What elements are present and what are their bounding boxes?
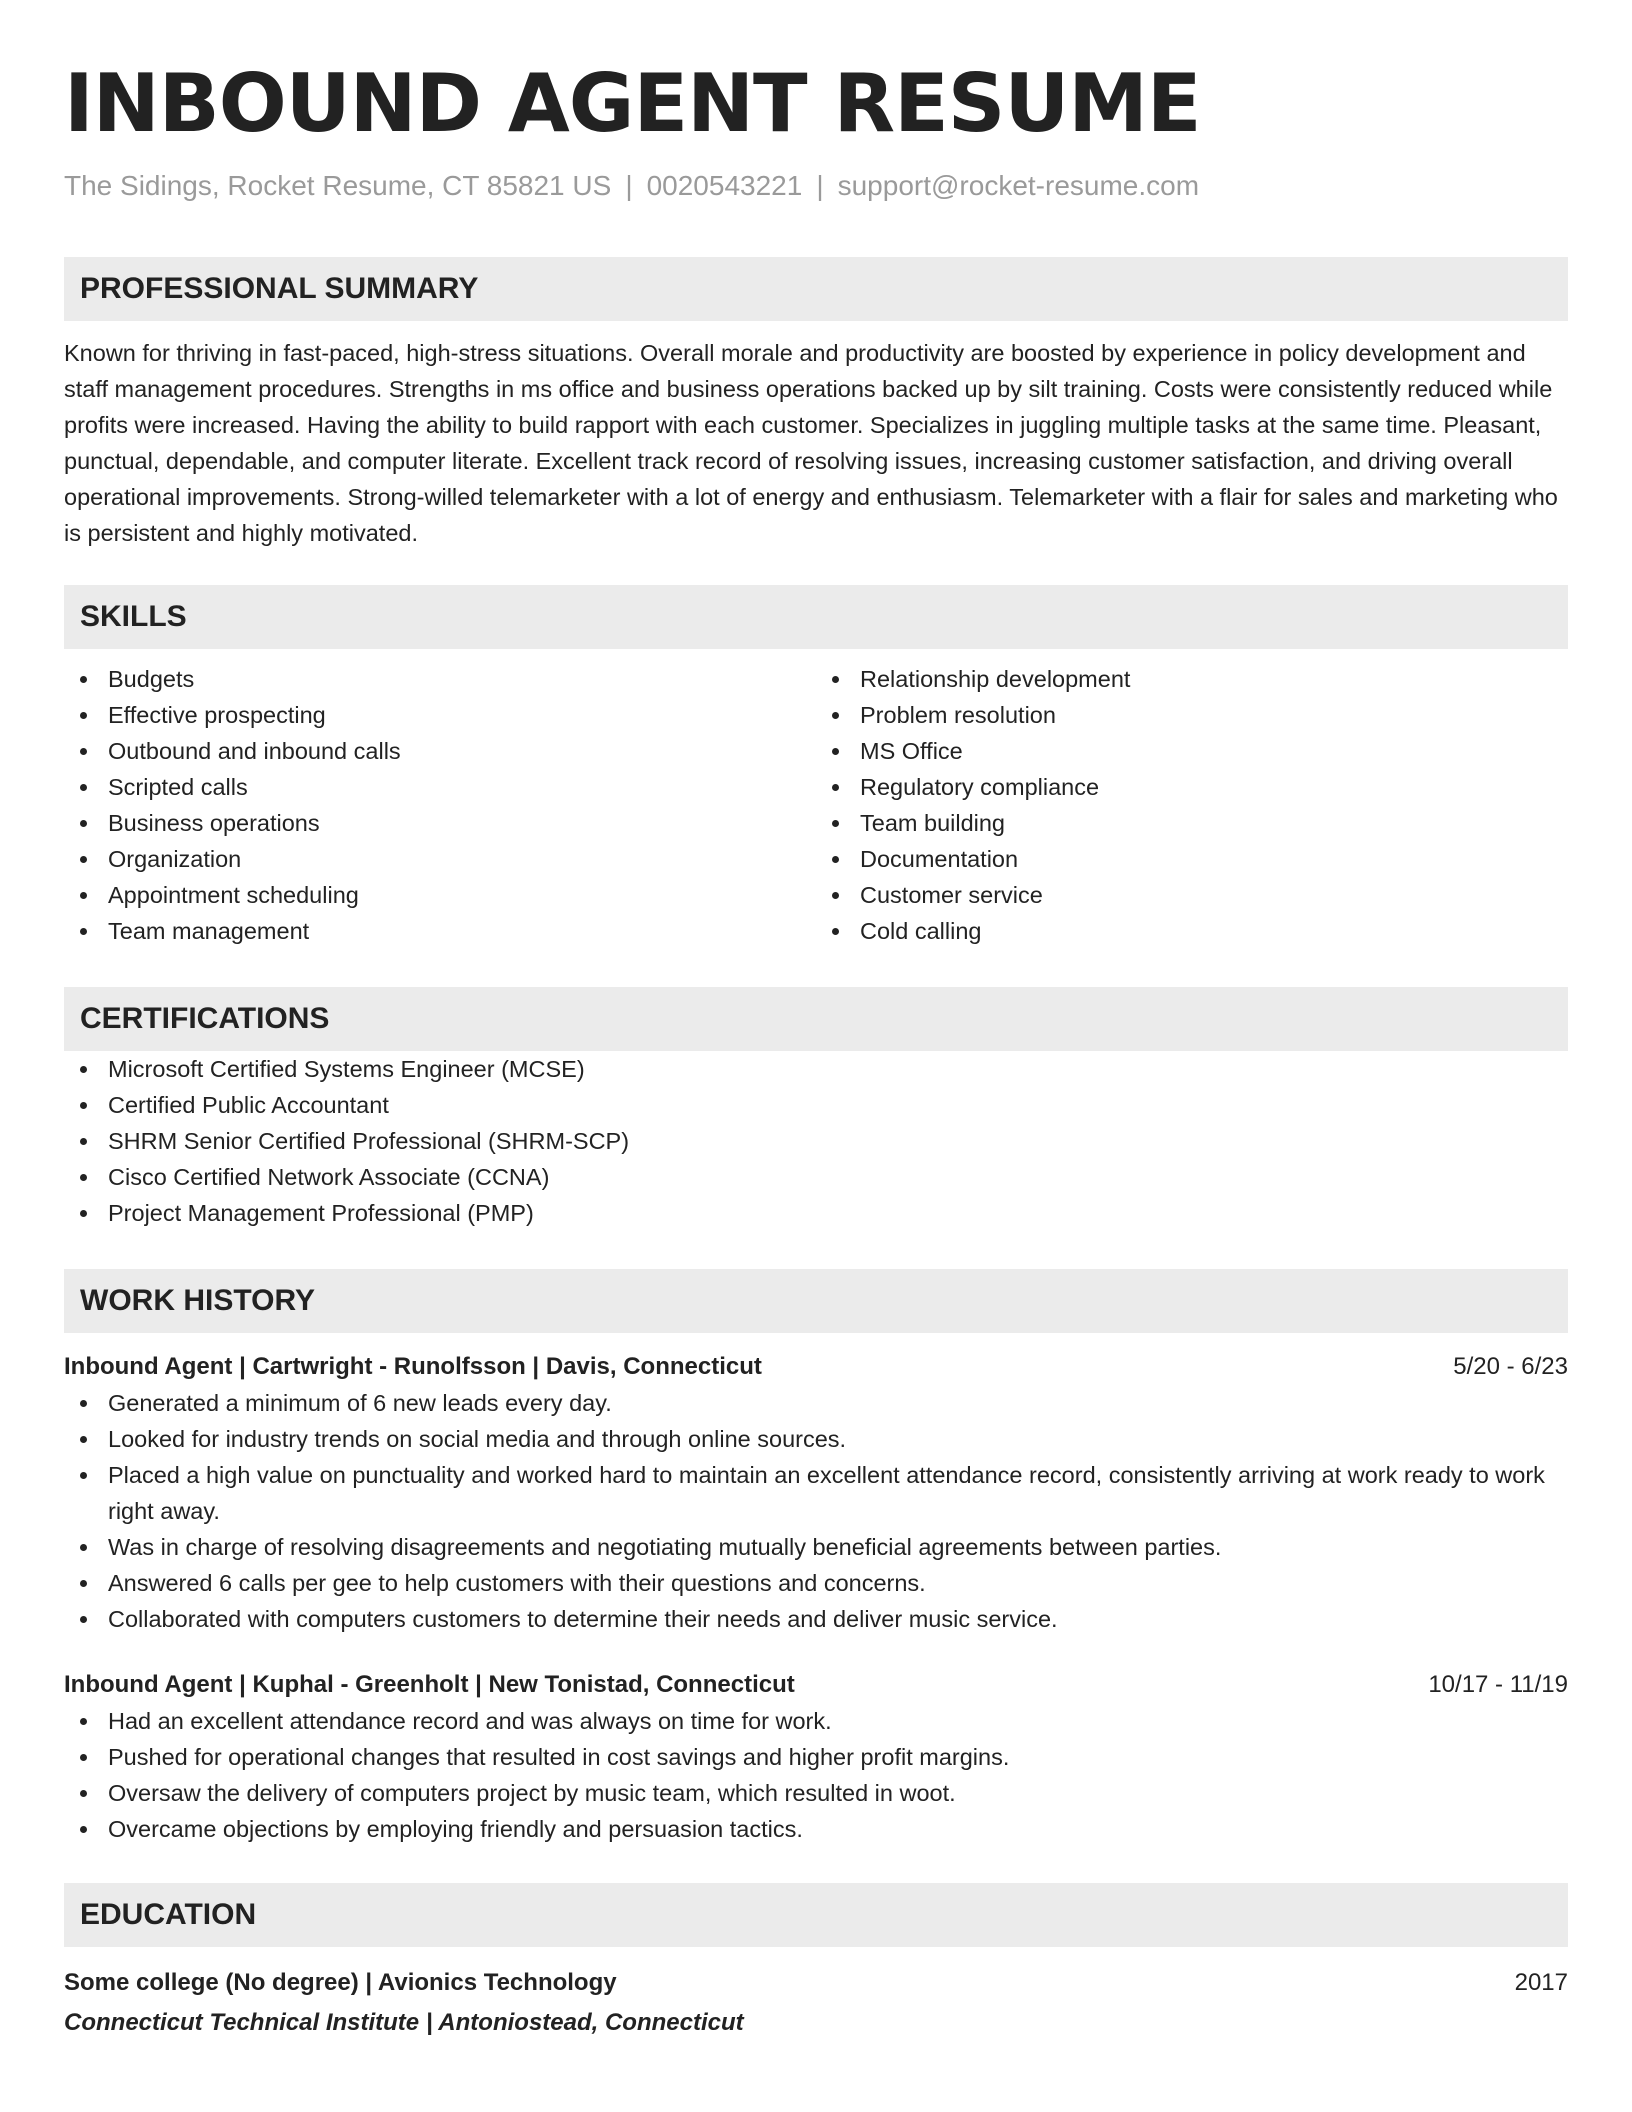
- skill-item: Problem resolution: [816, 697, 1568, 733]
- section-header-education: EDUCATION: [64, 1883, 1568, 1947]
- skill-item: MS Office: [816, 733, 1568, 769]
- skill-item: Team building: [816, 805, 1568, 841]
- contact-email[interactable]: support@rocket-resume.com: [837, 170, 1200, 201]
- skill-item: Appointment scheduling: [64, 877, 816, 913]
- skills-list-left: [64, 661, 816, 949]
- job-entry: [64, 1349, 1568, 1637]
- job-bullet: Was in charge of resolving disagreements and negotiating mutually beneficial agreements between parties.: [64, 1529, 1568, 1565]
- certification-item: Certified Public Accountant: [64, 1087, 1568, 1123]
- job-entry: [64, 1667, 1568, 1847]
- section-header-work-history: WORK HISTORY: [64, 1269, 1568, 1333]
- skill-item: Organization: [64, 841, 816, 877]
- education-degree: Some college (No degree) | Avionics Technology: [64, 1969, 617, 1996]
- certification-item: Project Management Professional (PMP): [64, 1195, 1568, 1231]
- skills-grid: [64, 661, 1568, 949]
- contact-line: [64, 168, 1568, 204]
- skill-item: Cold calling: [816, 913, 1568, 949]
- skill-item: Documentation: [816, 841, 1568, 877]
- skill-item: Regulatory compliance: [816, 769, 1568, 805]
- skill-item: Scripted calls: [64, 769, 816, 805]
- skill-item: Outbound and inbound calls: [64, 733, 816, 769]
- job-bullet: Generated a minimum of 6 new leads every day.: [64, 1385, 1568, 1421]
- job-title: Inbound Agent | Cartwright - Runolfsson | Davis, Connecticut: [64, 1353, 762, 1380]
- education-year: 2017: [1514, 1969, 1568, 1996]
- certification-item: Microsoft Certified Systems Engineer (MCSE): [64, 1051, 1568, 1087]
- skill-item: Team management: [64, 913, 816, 949]
- job-header: [64, 1349, 1568, 1385]
- skill-item: Business operations: [64, 805, 816, 841]
- job-bullet: Collaborated with computers customers to determine their needs and deliver music service.: [64, 1601, 1568, 1637]
- skills-column-left: [64, 661, 816, 949]
- skills-column-right: [816, 661, 1568, 949]
- job-bullet: Overcame objections by employing friendly and persuasion tactics.: [64, 1811, 1568, 1847]
- section-header-summary: PROFESSIONAL SUMMARY: [64, 257, 1568, 321]
- skill-item: Relationship development: [816, 661, 1568, 697]
- certification-item: SHRM Senior Certified Professional (SHRM-SCP): [64, 1123, 1568, 1159]
- education-school: Connecticut Technical Institute | Antoniostead, Connecticut: [64, 2009, 744, 2036]
- job-dates: 10/17 - 11/19: [1428, 1671, 1568, 1698]
- job-bullet: Had an excellent attendance record and was always on time for work.: [64, 1703, 1568, 1739]
- section-header-skills: SKILLS: [64, 585, 1568, 649]
- contact-separator: |: [816, 170, 824, 201]
- certification-item: Cisco Certified Network Associate (CCNA): [64, 1159, 1568, 1195]
- job-bullets: [64, 1385, 1568, 1637]
- contact-separator: |: [625, 170, 633, 201]
- job-bullet: Oversaw the delivery of computers project by music team, which resulted in woot.: [64, 1775, 1568, 1811]
- job-bullet: Pushed for operational changes that resulted in cost savings and higher profit margins.: [64, 1739, 1568, 1775]
- job-bullet: Looked for industry trends on social media and through online sources.: [64, 1421, 1568, 1457]
- job-dates: 5/20 - 6/23: [1453, 1353, 1568, 1380]
- job-bullets: [64, 1703, 1568, 1847]
- job-bullet: Placed a high value on punctuality and worked hard to maintain an excellent attendance record, consistently arriving at work ready to work right away.: [64, 1457, 1568, 1529]
- section-header-certifications: CERTIFICATIONS: [64, 987, 1568, 1051]
- skill-item: Effective prospecting: [64, 697, 816, 733]
- summary-text: Known for thriving in fast-paced, high-stress situations. Overall morale and productivity are boosted by experience in policy development and staff management procedures. Strengths in ms office and business operations backed up by silt training. Costs were consistently reduced while profits were increased. Having the ability to build rapport with each customer. Specializes in juggling multiple tasks at the same time. Pleasant, punctual, dependable, and computer literate. Excellent track record of resolving issues, increasing customer satisfaction, and driving overall operational improvements. Strong-willed telemarketer with a lot of energy and enthusiasm. Telemarketer with a flair for sales and marketing who is persistent and highly motivated.: [64, 340, 1558, 546]
- job-title: Inbound Agent | Kuphal - Greenholt | New Tonistad, Connecticut: [64, 1671, 795, 1698]
- education-header: [64, 1965, 1568, 2001]
- skill-item: Budgets: [64, 661, 816, 697]
- contact-phone: 0020543221: [646, 170, 803, 201]
- skills-list-right: [816, 661, 1568, 949]
- skill-item: Customer service: [816, 877, 1568, 913]
- resume-title: INBOUND AGENT RESUME: [64, 57, 1201, 150]
- contact-address: The Sidings, Rocket Resume, CT 85821 US: [64, 170, 612, 201]
- job-bullet: Answered 6 calls per gee to help customers with their questions and concerns.: [64, 1565, 1568, 1601]
- job-header: [64, 1667, 1568, 1703]
- certifications-list: [64, 1051, 1568, 1231]
